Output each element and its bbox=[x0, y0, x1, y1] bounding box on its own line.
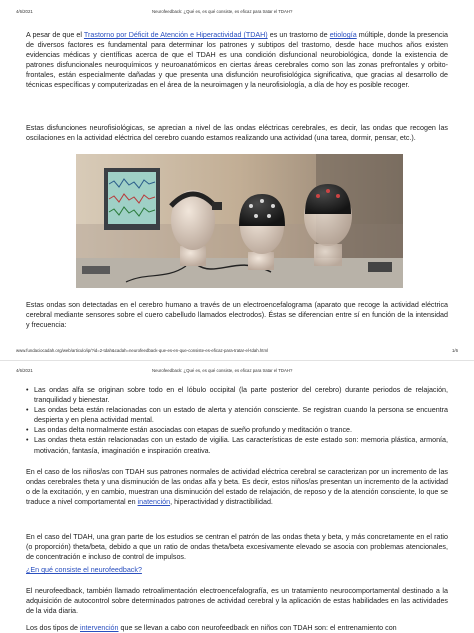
ondas-bullet-list bbox=[26, 385, 448, 456]
list-item: • Las ondas delta normalmente están asociadas con etapas de sueño profundo y meditación o trance. bbox=[26, 425, 448, 435]
tdah-link[interactable]: Trastorno por Déficit de Atención e Hiperactividad (TDAH) bbox=[83, 31, 268, 39]
list-item: • Las ondas beta están relacionadas con un estado de alerta y atención consciente. Se registran cuando la persona se encuentra despierta y en plena actividad mental. bbox=[26, 405, 448, 425]
intro-text-2: es un trastorno de bbox=[267, 31, 330, 39]
inatencion-link[interactable]: inatención bbox=[137, 498, 171, 507]
page2-header-date: 4/6/2021 bbox=[16, 368, 33, 373]
ninos-text-2: , hiperactividad y distractibilidad. bbox=[170, 498, 273, 507]
paragraph-ninos-tdah bbox=[26, 467, 448, 507]
ninos-text-1: En el caso de los niños/as con TDAH sus patrones normales de actividad eléctrica cerebral se caracterizan por un incremento de las ondas cerebrales theta y una disminución de las ondas alfa y beta. Es decir, estos niños/as presentan un incremento de la actividad o de la excitación, y en cambio, muestran una disminución del estado de relajación, de reposo y de la atención consciente, lo que se traduce a nivel comportamental en bbox=[26, 468, 448, 507]
page1-header-date: 4/6/2021 bbox=[16, 9, 33, 14]
paragraph-ondas-detectadas: Estas ondas son detectadas en el cerebro humano a través de un electroencefalograma (aparato que recoge la actividad eléctrica cerebral mediante sensores sobre el cuero cabelludo llamados electrodos). Éstas se diferencian entre sí en función de la intensidad y frecuencia: bbox=[26, 301, 448, 330]
intro-text-1: A pesar de que el bbox=[26, 31, 84, 39]
intro-text-3: múltiple, donde la presencia de diversos factores es fundamental para determinar los patrones y subtipos del trastorno, desde hace muchos años existen evidencias médicas y científicas acerca de que el TDAH es una condición disfuncional neurobiológica, donde la existencia de patrones disfuncionales neuroquímicos y neuroanatómicos en ciertas áreas cerebrales como son las zonas prefrontales y orbito-frontales, están especialmente dañadas y que presenta una disfunción neurofisiológica significativa, que gracias al desarrollo de técnicas específicas y computerizadas en el área de la neuroimagen y la neurofisiología, a día de hoy es posible recoger. bbox=[26, 31, 448, 90]
list-item: • Las ondas alfa se originan sobre todo en el lóbulo occipital (la parte posterior del cerebro) durante periodos de relajación, tranquilidad y bienestar. bbox=[26, 385, 448, 405]
tipos-text-2: que se llevan a cabo con neurofeedback en niños con TDAH son: el entrenamiento con bbox=[118, 624, 397, 632]
page2-header-title: Neurofeedback: ¿Qué es, es qué consiste, es eficaz para tratar el TDAH? bbox=[152, 368, 293, 373]
paragraph-neurofeedback-definicion: El neurofeedback, también llamado retroalimentación electroencefalografía, es un tratamiento neurocomportamental destinado a la adquisición de autocontrol sobre determinados patrones de actividad cerebral y la aplicación de estas habilidades en las actividades de la vida diaria. bbox=[26, 587, 448, 616]
etiologia-link[interactable]: etiología bbox=[329, 31, 357, 39]
page-divider bbox=[0, 360, 474, 361]
page1-footer-page-number: 1/6 bbox=[452, 348, 458, 353]
page1-header-title: Neurofeedback: ¿Qué es, es qué consiste, es eficaz para tratar el TDAH? bbox=[152, 9, 293, 14]
paragraph-theta-beta: En el caso del TDAH, una gran parte de los estudios se centran el patrón de las ondas theta y beta, y más concretamente en el ratio (o proporción) theta/beta, debido a que un ratio de ondas theta/beta excesivamente elevado se asocia con problemas atencionales, de concentración e incluso de control de impulsos. bbox=[26, 533, 448, 562]
paragraph-intro bbox=[26, 30, 448, 91]
tipos-text-1: Los dos tipos de bbox=[26, 624, 80, 632]
eeg-mannequin-photo bbox=[76, 154, 403, 288]
page1-footer-url[interactable]: www.fundaciocadah.org/web/articulo/ip/?id=2-tdah&cadah=neurofeedback-que-es-en-que-consiste-es-eficaz-para-tratar-el-tdah.html bbox=[16, 348, 268, 353]
paragraph-disfunciones: Estas disfunciones neurofisiológicas, se aprecian a nivel de las ondas eléctricas cerebrales, es decir, las ondas que recogen las oscilaciones en la actividad eléctrica del cerebro cuando estamos realizando una actividad (una tarea, dormir, pensar, etc.). bbox=[26, 124, 448, 143]
neurofeedback-heading-link[interactable]: ¿En qué consiste el neurofeedback? bbox=[26, 566, 142, 574]
intervencion-link[interactable]: intervención bbox=[80, 624, 119, 632]
list-item: • Las ondas theta están relacionadas con un estado de vigilia. Las características de este estado son: memoria plástica, armonía, motivación, fantasía, imaginación e inspiración creativa. bbox=[26, 435, 448, 455]
